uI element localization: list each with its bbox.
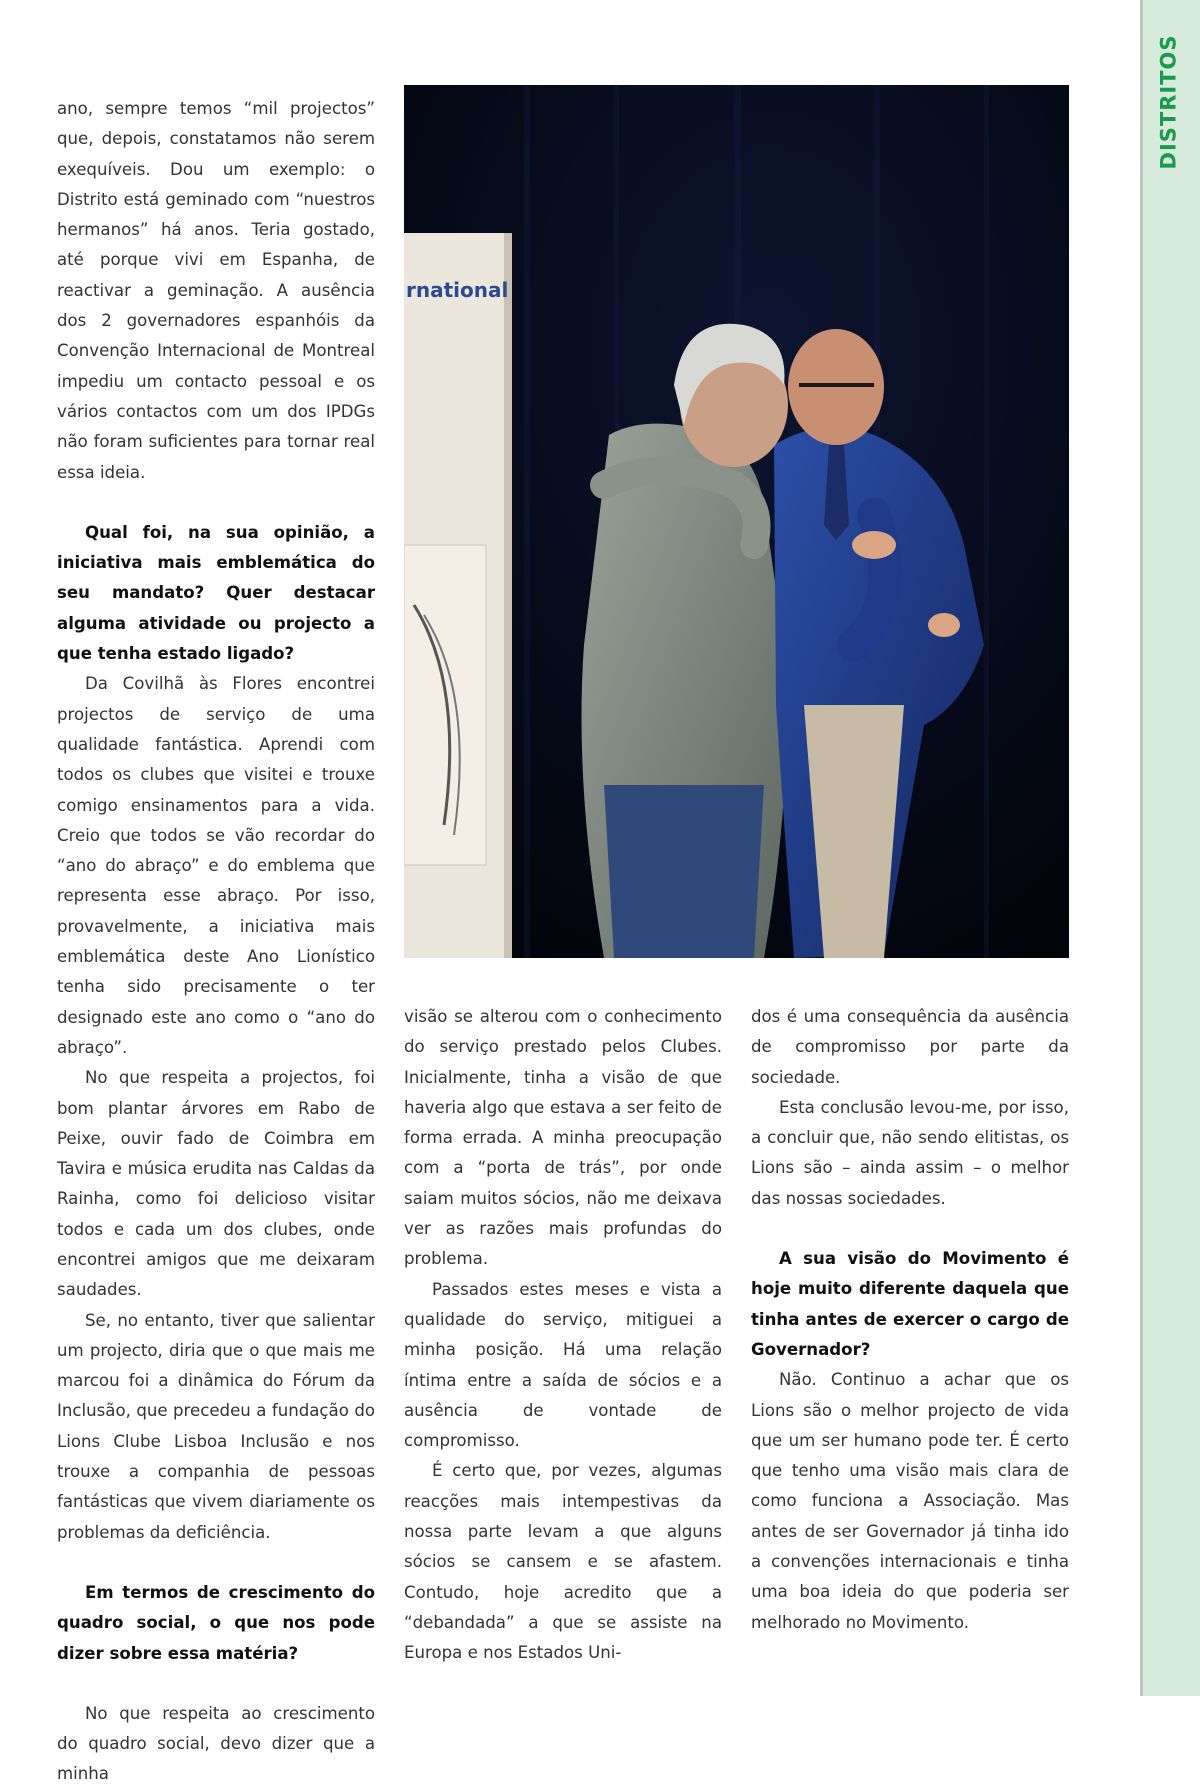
paragraph: visão se alterou com o conhecimento do serviço prestado pelos Clubes. Inicialmente, tinha a visão de que haveria algo que estava a ser feito de forma errada. A minha preocupação com a “porta de trás”, por onde saiam muitos sócios, não me deixava ver as razões mais profundas do problema. [404,1007,722,1269]
interview-question: A sua visão do Movimento é hoje muito diferente daquela que tinha antes de exercer o cargo de Governador? [751,1249,1069,1359]
paragraph: ano, sempre temos “mil projectos” que, depois, constatamos não serem exequíveis. Dou um exemplo: o Distrito está geminado com “nuestros hermanos” há anos. Teria gostado, até porque vivi em Espanha, de reactivar a geminação. A ausência dos 2 governadores espanhóis da Convenção Internacional de Montreal impediu um contacto pessoal e os vários contactos com um dos IPDGs não foram suficientes para tornar real essa ideia. [57,99,375,482]
section-label-text: DISTRITOS [1156,34,1181,170]
banner-text: rnational [406,278,509,302]
interview-question: Em termos de crescimento do quadro social, o que nos pode dizer sobre essa matéria? [57,1582,375,1663]
column-left [57,94,375,1790]
paragraph: No que respeita ao crescimento do quadro social, devo dizer que a minha [57,1703,375,1784]
column-right [751,1002,1069,1638]
paragraph: No que respeita a projectos, foi bom plantar árvores em Rabo de Peixe, ouvir fado de Coimbra em Tavira e música erudita nas Caldas da Rainha, como foi delicioso visitar todos e cada um dos clubes, onde encontrei amigos que me deixaram saudades. [57,1068,375,1300]
paragraph: Da Covilhã às Flores encontrei projectos de serviço de uma qualidade fantástica. Aprendi com todos os clubes que visitei e trouxe comigo ensinamentos para a vida. Creio que todos se vão recordar do “ano do abraço” e do emblema que representa esse abraço. Por isso, provavelmente, a iniciativa mais emblemática deste Ano Lionístico tenha sido precisamente o ter designado este ano como o “ano do abraço”. [57,674,375,1057]
photo-two-men-embracing-icon [404,85,1069,958]
paragraph: Se, no entanto, tiver que salientar um projecto, diria que o que mais me marcou foi a dinâmica do Fórum da Inclusão, que precedeu a fundação do Lions Clube Lisboa Inclusão e nos trouxe a companhia de pessoas fantásticas que vivem diariamente os problemas da deficiência. [57,1310,375,1542]
paragraph: dos é uma consequência da ausência de compromisso por parte da sociedade. [751,1007,1069,1087]
paragraph: Não. Continuo a achar que os Lions são o melhor projecto de vida que um ser humano pode ter. É certo que tenho uma visão mais clara de como funciona a Associação. Mas antes de ser Governador já tinha ido a convenções internacionais e tinha uma boa ideia do que poderia ser melhorado no Movimento. [751,1370,1069,1632]
sidebar-strip [1140,0,1200,1696]
paragraph: Esta conclusão levou-me, por isso, a concluir que, não sendo elitistas, os Lions são – ainda assim – o melhor das nossas sociedades. [751,1097,1069,1208]
paragraph: É certo que, por vezes, algumas reacções mais intempestivas da nossa parte levam a que alguns sócios se cansem e se afastem. Contudo, hoje acredito que a “debandada” a que se assiste na Europa e nos Estados Uni- [404,1461,722,1663]
paragraph: Passados estes meses e vista a qualidade do serviço, mitiguei a minha posição. Há uma relação íntima entre a saída de sócios e a ausência de vontade de compromisso. [404,1279,722,1451]
interview-question: Qual foi, na sua opinião, a iniciativa mais emblemática do seu mandato? Quer destacar alguma atividade ou projecto a que tenha estado ligado? [57,522,375,664]
column-middle [404,1002,722,1669]
article-photo [404,85,1069,958]
section-label [1148,34,1188,170]
